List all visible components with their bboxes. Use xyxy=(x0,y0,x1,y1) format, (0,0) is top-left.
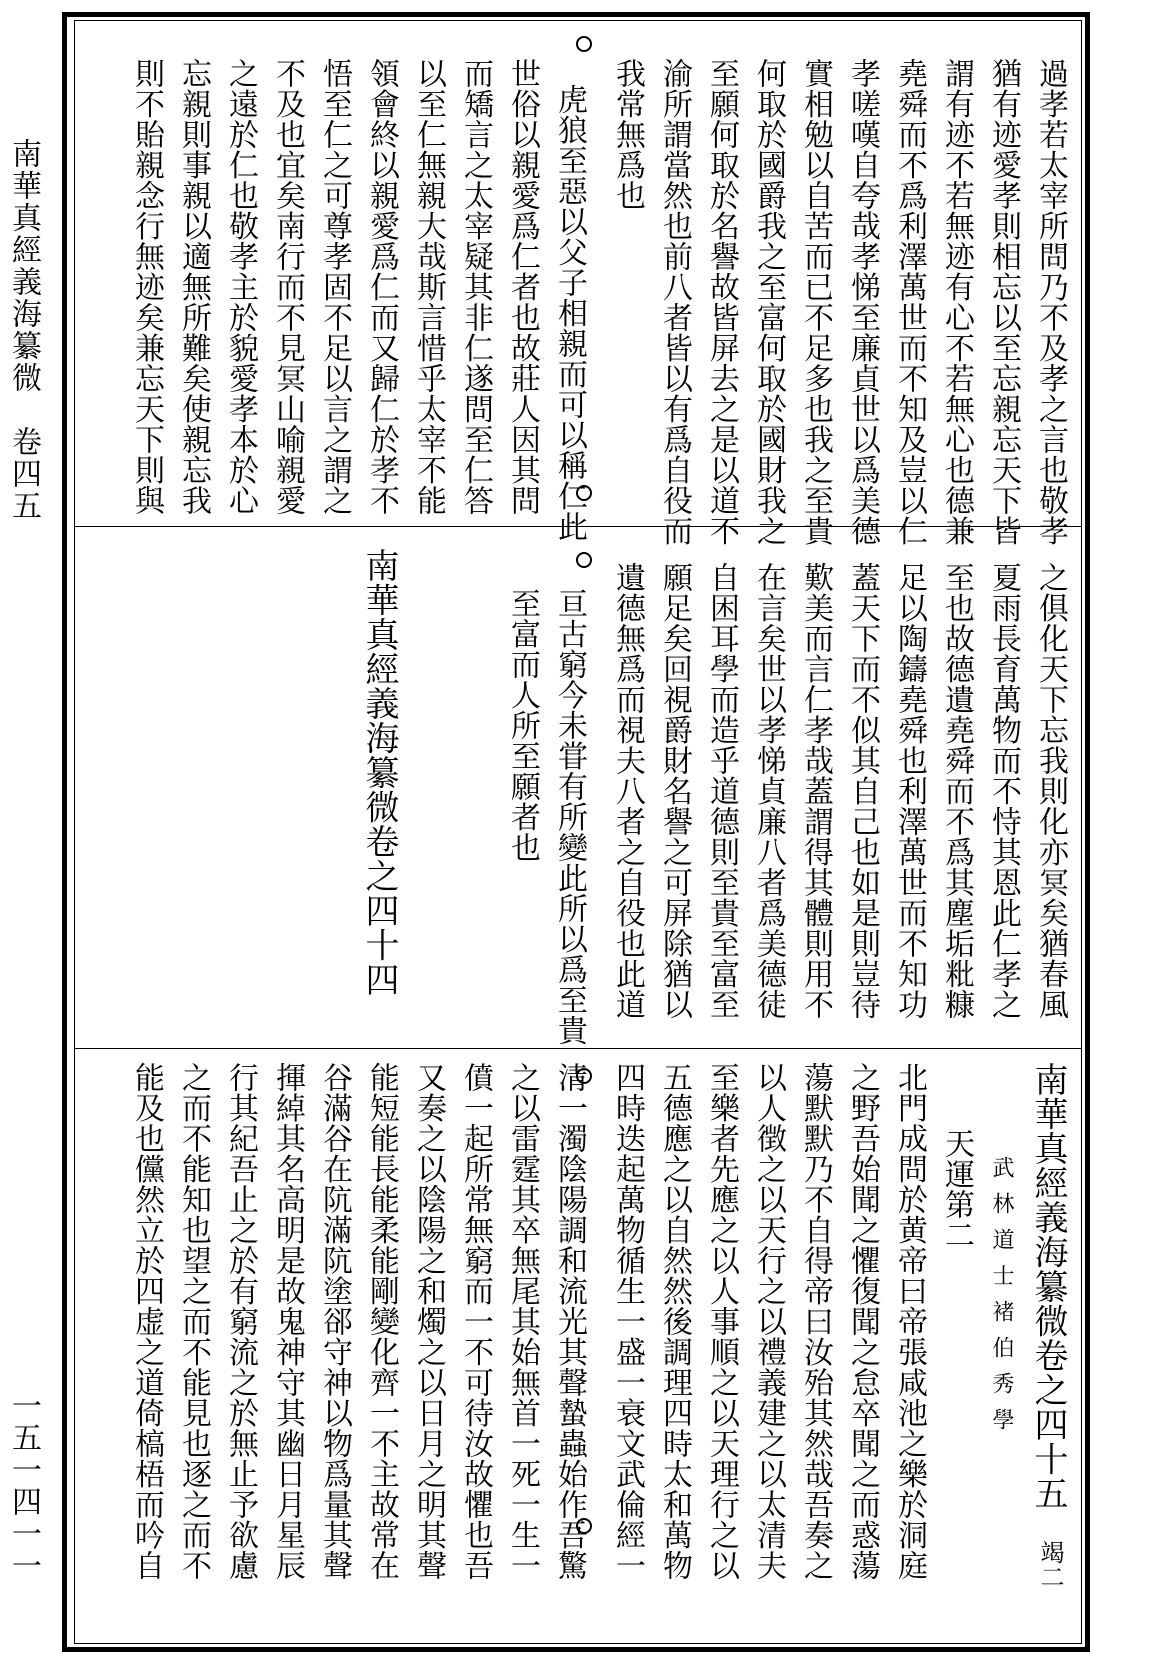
text-column: 至也故德遺堯舜而不爲其塵垢粃糠 xyxy=(939,562,974,1020)
text-column: 夏雨長育萬物而不恃其恩此仁孝之 xyxy=(986,562,1021,1020)
text-column: 猶有迹愛孝則相忘以至忘親忘天下皆 xyxy=(986,58,1021,546)
text-column: 五德應之以自然然後調理四時太和萬物 xyxy=(657,1062,692,1581)
author-line: 武林道士褚伯秀學 xyxy=(989,1156,1014,1444)
text-column: 北門成問於黄帝曰帝張咸池之樂於洞庭 xyxy=(892,1062,927,1581)
text-column: 揮綽其名高明是故鬼神守其幽日月星辰 xyxy=(270,1062,305,1581)
text-column: 悟至仁之可尊孝固不足以言之謂之 xyxy=(317,58,352,516)
text-column: 至樂者先應之以人事順之以天理行之以 xyxy=(704,1062,739,1581)
text-column: 實相勉以自苦而已不足多也我之至貴 xyxy=(798,58,833,546)
text-column: 亘古窮今未甞有所變此所以爲至貴 xyxy=(552,588,587,1046)
text-column: 蓋天下而不似其自己也如是則豈待 xyxy=(845,562,880,1020)
text-column: 忘親則事親以適無所難矣使親忘我 xyxy=(176,58,211,516)
text-column: 之而不能知也望之而不能見也逐之而不 xyxy=(176,1062,211,1581)
text-column: 過孝若太宰所問乃不及孝之言也敬孝 xyxy=(1033,58,1068,546)
text-column: 又奏之以陰陽之和燭之以日月之明其聲 xyxy=(411,1062,446,1581)
chapter-title: 天運第二 xyxy=(939,1128,974,1250)
text-column: 至願何取於名譽故皆屏去之是以道不 xyxy=(704,58,739,546)
text-column: 能短能長能柔能剛變化齊一不主故常在 xyxy=(364,1062,399,1581)
text-column: 谷滿谷在阬滿阬塗郤守神以物爲量其聲 xyxy=(317,1062,352,1581)
text-column: 在言矣世以孝悌貞廉八者爲美德徒 xyxy=(751,562,786,1020)
text-column: 虎狼至惡以父子相親而可以稱仁此 xyxy=(552,84,587,542)
text-column: 而矯言之太宰疑其非仁遂問至仁答 xyxy=(458,58,493,516)
text-column: 不及也宜矣南行而不見冥山喻親愛 xyxy=(270,58,305,516)
text-column: 歎美而言仁孝哉蓋謂得其體則用不 xyxy=(798,562,833,1020)
text-column: 以至仁無親大哉斯言惜乎太宰不能 xyxy=(411,58,446,516)
text-column: 蕩默默乃不自得帝曰汝殆其然哉吾奏之 xyxy=(798,1062,833,1581)
text-column: 我常無爲也 xyxy=(610,58,645,211)
text-column: 之以雷霆其卒無尾其始無首一死一生一 xyxy=(505,1062,540,1581)
text-column: 謂有迹不若無迹有心不若無心也德兼 xyxy=(939,58,974,546)
text-column: 能及也儻然立於四虚之道倚槁梧而吟自 xyxy=(129,1062,164,1581)
text-column: 之遠於仁也敬孝主於貌愛孝本於心 xyxy=(223,58,258,516)
text-column: 領會終以親愛爲仁而又歸仁於孝不 xyxy=(364,58,399,516)
text-column: 願足矣回視爵財名譽之可屏除猶以 xyxy=(657,562,692,1020)
text-column: 至富而人所至願者也 xyxy=(505,588,540,863)
text-column: 行其紀吾止之於有窮流之於無止予欲慮 xyxy=(223,1062,258,1581)
text-column: 遺德無爲而視夫八者之自役也此道 xyxy=(610,562,645,1020)
section-3-circle-mark-2 xyxy=(576,1518,592,1534)
text-column: 則不貽親念行無迹矣兼忘天下則與 xyxy=(129,58,164,516)
text-column: 之俱化天下忘我則化亦冥矣猶春風 xyxy=(1033,562,1068,1020)
text-column: 清一濁陰陽調和流光其聲蟄蟲始作吾驚 xyxy=(552,1062,587,1581)
volume-heading: 南華真經義海纂微卷之四十五 xyxy=(1028,1062,1068,1511)
section-2-circle-mark xyxy=(576,552,592,568)
text-column: 渝所謂當然也前八者皆以有爲自役而 xyxy=(657,58,692,546)
text-column: 何取於國爵我之至富何取於國財我之 xyxy=(751,58,786,546)
section-divider-2 xyxy=(74,1048,1082,1049)
text-column: 四時迭起萬物循生一盛一衰文武倫經一 xyxy=(610,1062,645,1581)
text-column: 堯舜而不爲利澤萬世而不知及豈以仁 xyxy=(892,58,927,546)
text-column: 足以陶鑄堯舜也利澤萬世而不知功 xyxy=(892,562,927,1020)
volume-mark: 竭二 xyxy=(1036,1540,1064,1589)
text-column: 以人徴之以天行之以禮義建之以太清夫 xyxy=(751,1062,786,1581)
text-column: 孝嗟嘆自夸哉孝悌至廉貞世以爲美德 xyxy=(845,58,880,546)
text-column: 自困耳學而造乎道德則至貴至富至 xyxy=(704,562,739,1020)
text-column: 之野吾始聞之懼復聞之怠卒聞之而惑蕩 xyxy=(845,1062,880,1581)
margin-book-title: 南華真經義海纂微 卷四五 xyxy=(6,138,41,522)
section-1-circle-mark xyxy=(576,36,592,52)
text-column: 僨一起所常無窮而一不可待汝故懼也吾 xyxy=(458,1062,493,1581)
section-3-circle-mark xyxy=(576,1068,592,1084)
text-column: 世俗以親愛爲仁者也故莊人因其問 xyxy=(505,58,540,516)
chapter-end-title: 南華真經義海纂微卷之四十四 xyxy=(359,548,399,997)
margin-page-number: 一五一四一一 xyxy=(6,1390,41,1582)
